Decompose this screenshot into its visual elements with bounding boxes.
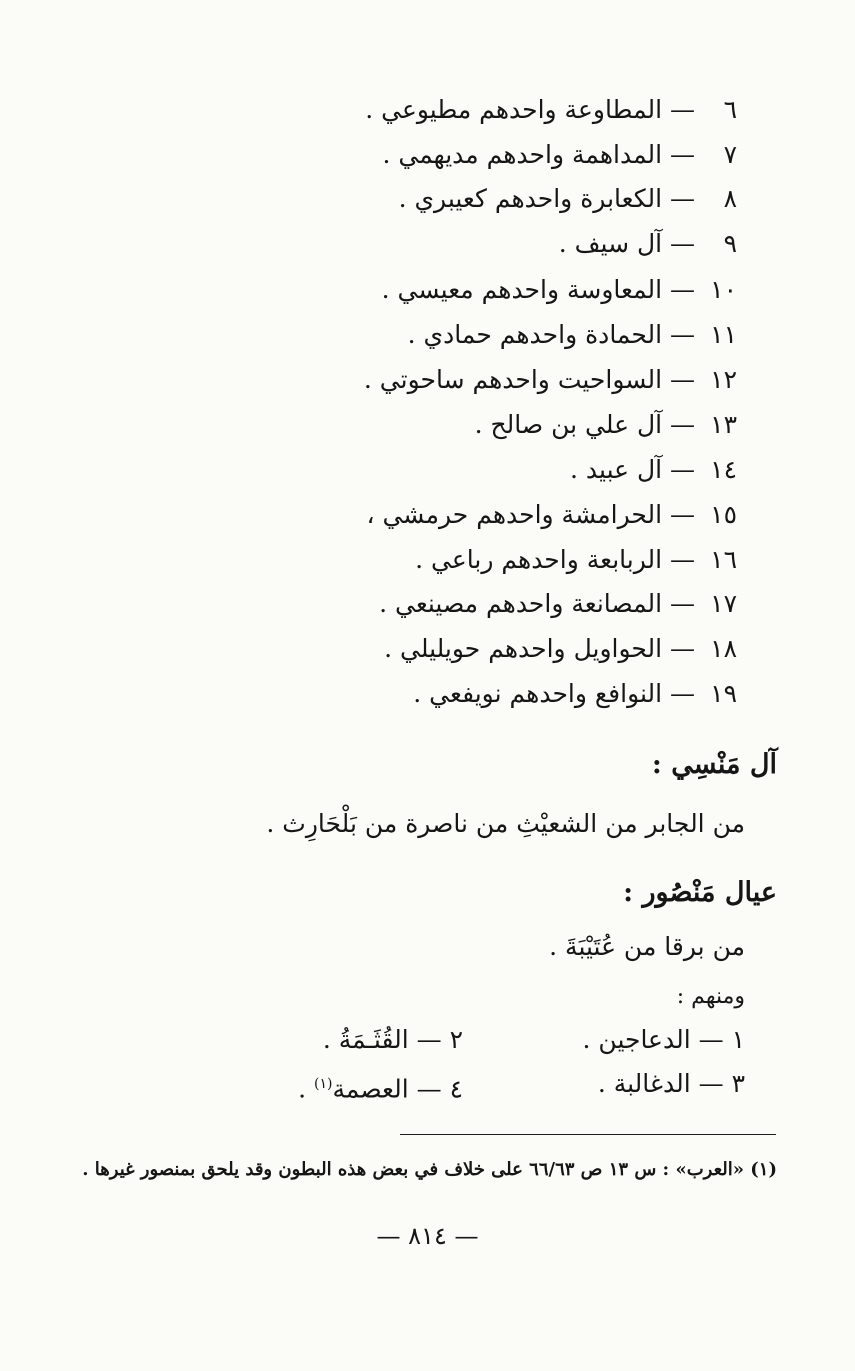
list-item — [177, 226, 737, 262]
sub-branch-item — [298, 1066, 463, 1107]
section-origin: من برقا من عُتَيْبَةَ . — [549, 932, 745, 961]
list-item-number: ١٣ — [710, 410, 737, 439]
list-item — [177, 586, 737, 622]
list-item-number: ١١ — [710, 320, 737, 349]
sub-branch-text: ٤ — العصمة — [332, 1074, 463, 1104]
list-item-text: — الحواويل واحدهم حويليلي . — [384, 634, 696, 663]
list-item-number: ١٥ — [710, 500, 737, 529]
list-item-text: — آل سيف . — [558, 229, 696, 258]
list-item-text: — المصانعة واحدهم مصينعي . — [379, 589, 696, 618]
list-item-text: — المعاوسة واحدهم معيسي . — [381, 275, 696, 304]
list-item-text: — آل عبيد . — [570, 455, 696, 484]
list-item-number: ٦ — [723, 95, 737, 124]
sub-branch-item: ١ — الدعاجين . — [582, 1025, 745, 1054]
list-item — [177, 676, 737, 712]
list-item — [177, 317, 737, 353]
list-item-text: — الحمادة واحدهم حمادي . — [407, 320, 696, 349]
list-item — [177, 181, 737, 217]
list-item-text: — الحرامشة واحدهم حرمشي ، — [366, 500, 696, 529]
sub-branch-item: ٢ — القُثَـمَةُ . — [322, 1025, 463, 1054]
list-item-text: — الكعابرة واحدهم كعيبري . — [398, 184, 696, 213]
list-item-number: ١٧ — [710, 589, 737, 618]
list-item — [177, 542, 737, 578]
list-item-number: ١٨ — [710, 634, 737, 663]
list-item-number: ١٢ — [710, 365, 737, 394]
section-heading: آل مَنْسِي : — [651, 749, 777, 780]
list-item — [177, 92, 737, 128]
list-item-text: — المداهمة واحدهم مديهمي . — [382, 140, 696, 169]
list-item-number: ٩ — [723, 229, 737, 258]
section-subheading: ومنهم : — [676, 984, 745, 1009]
section-heading: عيال مَنْصُور : — [623, 877, 777, 908]
list-item — [177, 407, 737, 443]
list-item — [177, 272, 737, 308]
list-item — [177, 631, 737, 667]
list-item-text: — السواحيت واحدهم ساحوتي . — [363, 365, 696, 394]
list-item — [177, 137, 737, 173]
list-item-number: ١٠ — [710, 275, 737, 304]
list-item-text: — آل علي بن صالح . — [474, 410, 696, 439]
footnote-divider — [400, 1134, 776, 1135]
sub-branch-end: . — [298, 1074, 315, 1104]
footnote-marker: (١) — [314, 1076, 333, 1092]
list-item-text: — النوافع واحدهم نويفعي . — [413, 679, 696, 708]
sub-branch-item: ٣ — الدغالبة . — [597, 1069, 745, 1098]
list-item-number: ١٦ — [710, 545, 737, 574]
list-item — [177, 497, 737, 533]
list-item — [177, 362, 737, 398]
section-paragraph: من الجابر من الشعيْثِ من ناصرة من بَلْحَارِث . — [266, 809, 745, 838]
page-number: — ٨١٤ — — [376, 1222, 479, 1250]
list-item — [177, 452, 737, 488]
list-item-text: — المطاوعة واحدهم مطيوعي . — [365, 95, 696, 124]
list-item-number: ٧ — [723, 140, 737, 169]
footnote: (١) «العرب» : س ١٣ ص ٦٦/٦٣ على خلاف في بعض هذه البطون وقد يلحق بمنصور غيرها . — [82, 1159, 777, 1180]
list-item-number: ١٤ — [710, 455, 737, 484]
list-item-number: ١٩ — [710, 679, 737, 708]
list-item-text: — الربابعة واحدهم رباعي . — [415, 545, 696, 574]
list-item-number: ٨ — [723, 184, 737, 213]
